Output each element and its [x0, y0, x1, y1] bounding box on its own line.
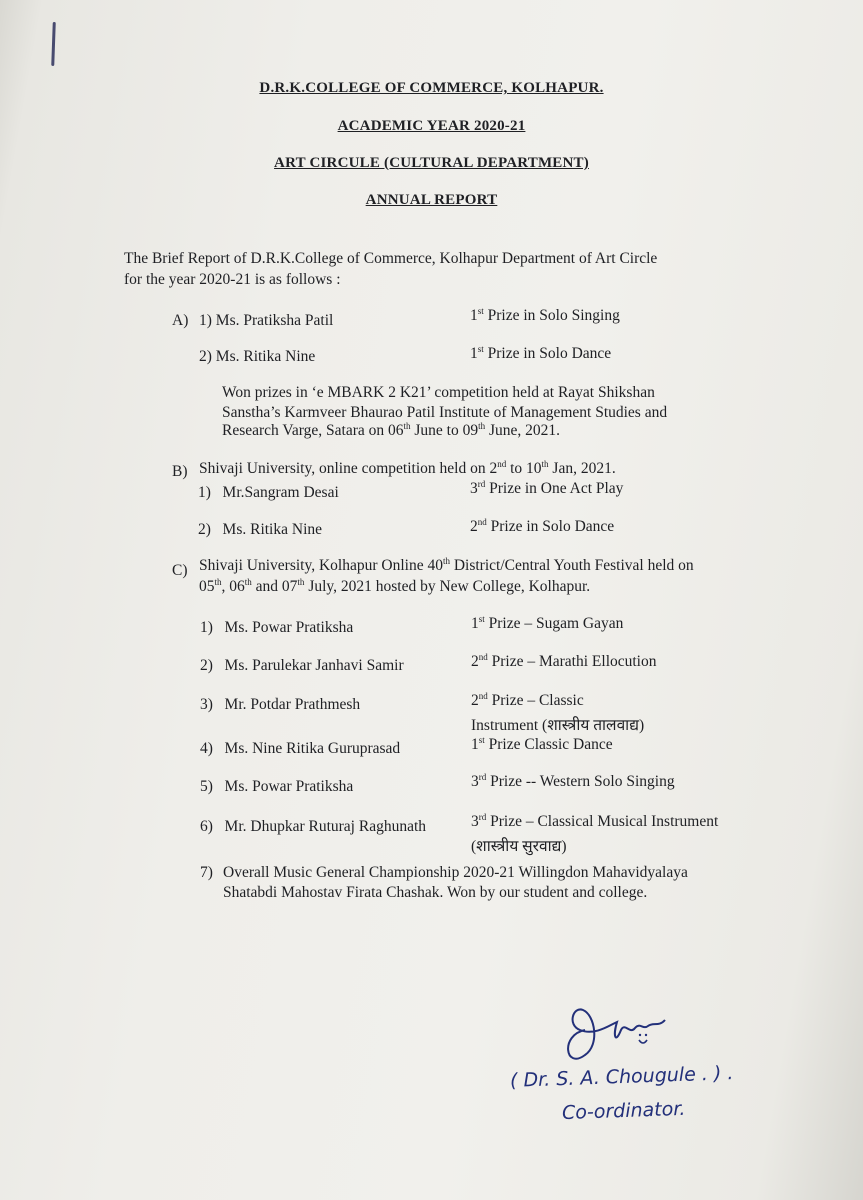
prize-text: 3rd Prize – Classical Musical Instrument — [471, 811, 719, 830]
coordinator-name: ( Dr. S. A. Chougule . ) . — [509, 1062, 734, 1092]
intro-line-2: for the year 2020-21 is as follows : — [124, 271, 341, 288]
list-item — [200, 657, 404, 675]
participant-name: Ms. Pratiksha Patil — [215, 312, 334, 329]
participant-name: Ms. Ritika Nine — [215, 348, 316, 365]
intro-line-1: The Brief Report of D.R.K.College of Commerce, Kolhapur Department of Art Circle — [124, 250, 658, 267]
item-number: 2) — [199, 348, 212, 365]
participant-name: Ms. Powar Pratiksha — [224, 778, 354, 795]
prize-text: 3rd Prize in One Act Play — [470, 478, 624, 497]
prize-text-line-2: Instrument (शास्त्रीय तालवाद्य) — [471, 717, 645, 734]
item-number: 3) — [200, 696, 213, 713]
list-item — [199, 348, 315, 366]
academic-year-heading: ACADEMIC YEAR 2020-21 — [337, 118, 526, 134]
report-heading: ANNUAL REPORT — [365, 192, 498, 208]
prize-text: 2nd Prize – Marathi Ellocution — [471, 651, 657, 670]
list-item — [199, 312, 333, 330]
item-number: 2) — [198, 521, 211, 538]
prize-text: 1st Prize in Solo Dance — [470, 343, 612, 362]
list-item — [200, 778, 353, 796]
participant-name: Ms. Ritika Nine — [222, 521, 323, 538]
prize-text: 3rd Prize -- Western Solo Singing — [471, 771, 675, 790]
item-number: 2) — [200, 657, 213, 674]
prize-text: 2nd Prize – Classic — [471, 690, 584, 709]
prize-text: 1st Prize – Sugam Gayan — [471, 613, 624, 632]
item-number: 1) — [199, 312, 212, 329]
pen-mark — [51, 22, 56, 66]
section-b-title: Shivaji University, online competition held on 2nd to 10th Jan, 2021. — [199, 458, 616, 477]
section-a-label: A) — [172, 312, 189, 329]
prize-text: 2nd Prize in Solo Dance — [470, 516, 615, 535]
section-a-note-2: Sanstha’s Karmveer Bhaurao Patil Institute of Management Studies and — [222, 404, 668, 421]
championship-line-1: Overall Music General Championship 2020-21 Willingdon Mahavidyalaya — [223, 864, 688, 881]
participant-name: Ms. Nine Ritika Guruprasad — [224, 740, 401, 757]
participant-name: Mr.Sangram Desai — [222, 484, 339, 501]
participant-name: Mr. Dhupkar Ruturaj Raghunath — [224, 818, 427, 835]
prize-text: 1st Prize in Solo Singing — [470, 305, 620, 324]
coordinator-role: Co-ordinator. — [561, 1097, 686, 1125]
handwritten-signature — [555, 1000, 685, 1070]
section-c-title-1: Shivaji University, Kolhapur Online 40th District/Central Youth Festival held on — [199, 555, 694, 574]
list-item — [198, 484, 339, 502]
section-c-title-2: 05th, 06th and 07th July, 2021 hosted by New College, Kolhapur. — [199, 576, 591, 595]
section-b-label: B) — [172, 463, 188, 480]
list-item — [200, 696, 360, 714]
list-item — [200, 619, 353, 637]
list-item — [198, 521, 322, 539]
item-number: 1) — [200, 619, 213, 636]
section-a-note-1: Won prizes in ‘e MBARK 2 K21’ competition held at Rayat Shikshan — [222, 384, 655, 401]
section-a-note-3: Research Varge, Satara on 06th June to 09th June, 2021. — [222, 420, 561, 439]
list-item — [200, 740, 400, 758]
item-number: 4) — [200, 740, 213, 757]
item-number: 6) — [200, 818, 213, 835]
item-number: 5) — [200, 778, 213, 795]
prize-text-line-2: (शास्त्रीय सुरवाद्य) — [471, 838, 567, 855]
list-item — [200, 818, 426, 836]
participant-name: Mr. Potdar Prathmesh — [224, 696, 361, 713]
section-c-label: C) — [172, 562, 188, 579]
prize-text: 1st Prize Classic Dance — [471, 734, 613, 753]
participant-name: Ms. Powar Pratiksha — [224, 619, 354, 636]
championship-line-2: Shatabdi Mahostav Firata Chashak. Won by our student and college. — [223, 884, 648, 901]
department-heading: ART CIRCULE (CULTURAL DEPARTMENT) — [274, 155, 589, 171]
item-number: 1) — [198, 484, 211, 501]
college-heading: D.R.K.COLLEGE OF COMMERCE, KOLHAPUR. — [259, 80, 604, 96]
participant-name: Ms. Parulekar Janhavi Samir — [224, 657, 404, 674]
item-number: 7) — [200, 864, 213, 881]
